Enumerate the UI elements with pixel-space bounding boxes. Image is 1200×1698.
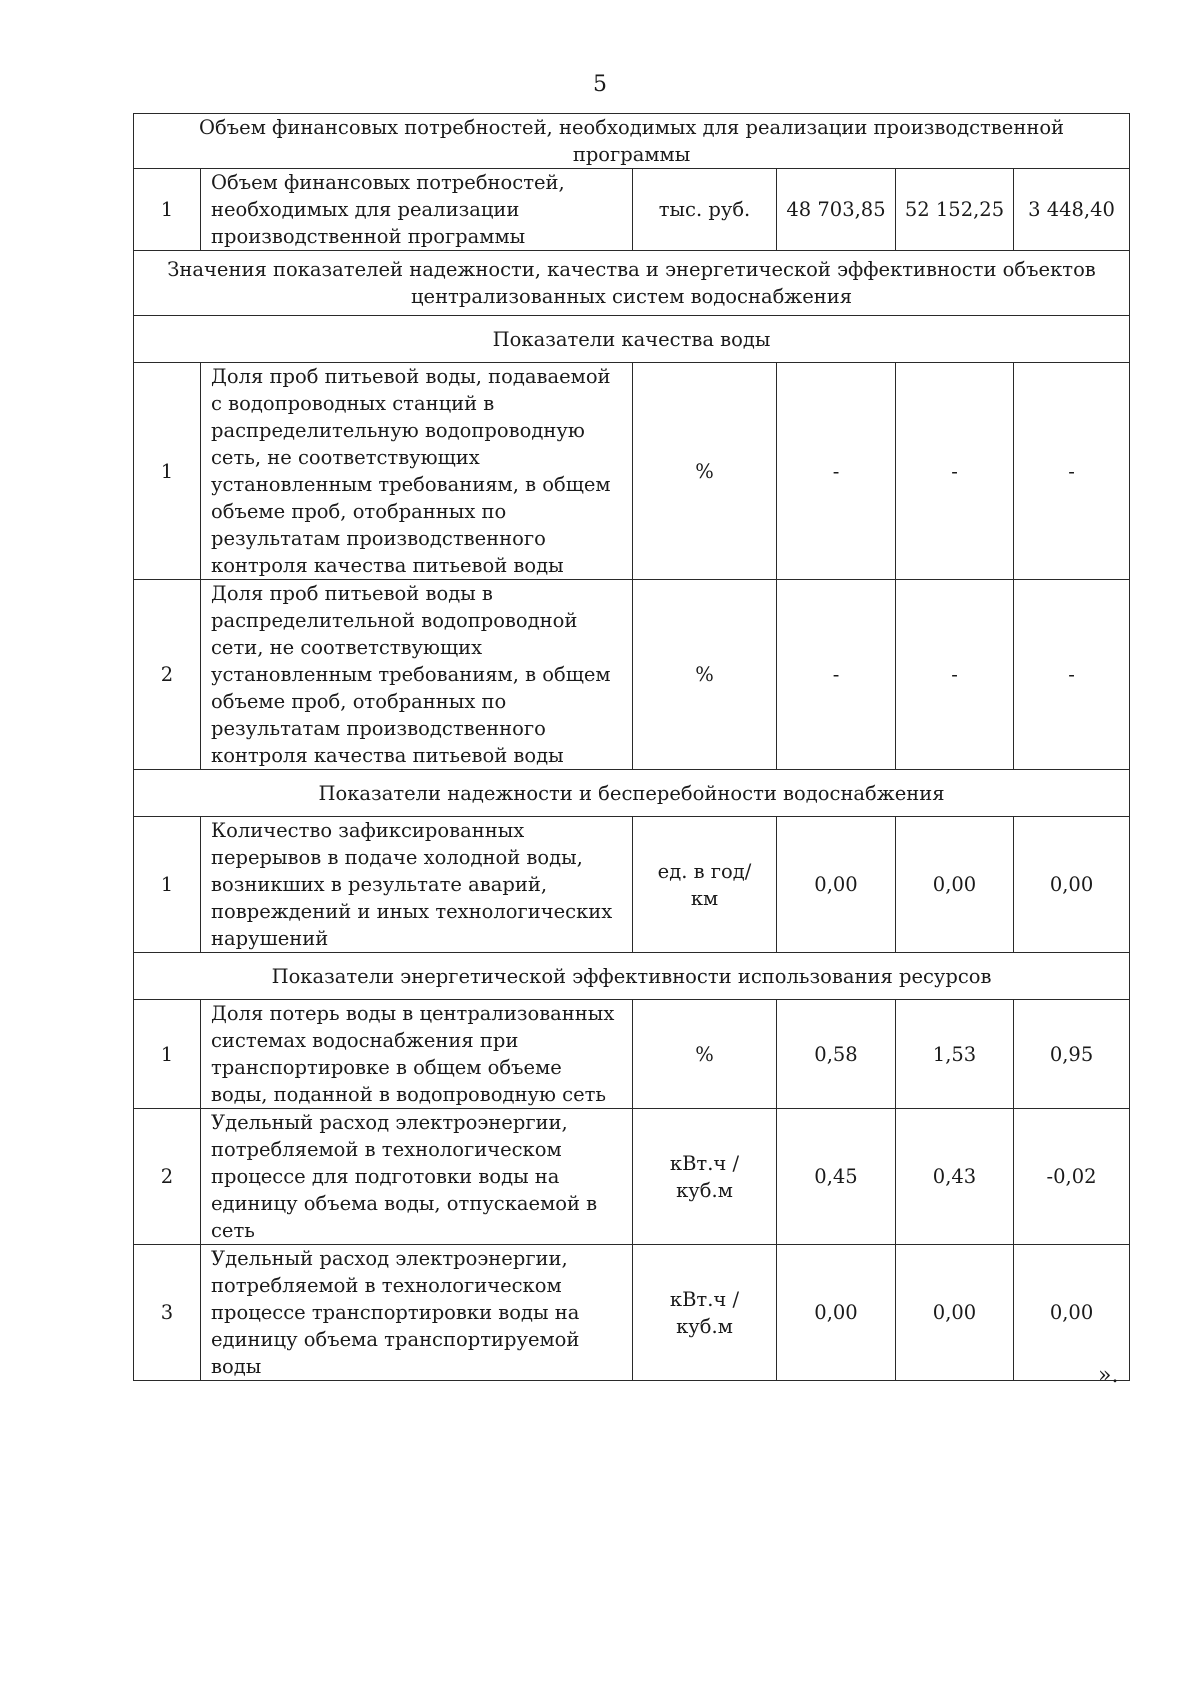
row-number: 2 <box>134 580 201 770</box>
section-title: Объем финансовых потребностей, необходимых для реализации производственной программы <box>134 114 1130 169</box>
indicator-name: Объем финансовых потребностей, необходимых для реализации производственной программы <box>201 169 633 251</box>
unit-cell: тыс. руб. <box>633 169 777 251</box>
closing-quote-mark: ». <box>1098 1363 1119 1388</box>
unit-cell: % <box>633 580 777 770</box>
value-cell-3: 0,95 <box>1014 1000 1130 1109</box>
indicator-name: Доля проб питьевой воды, подаваемой с водопроводных станций в распределительную водопроводную сеть, не соответствующих установленным требованиям, в общем объеме проб, отобранных по результатам производственного контроля качества питьевой воды <box>201 363 633 580</box>
indicators-table <box>133 113 1130 1381</box>
unit-cell: кВт.ч / куб.м <box>633 1245 777 1381</box>
section-title: Показатели качества воды <box>134 316 1130 363</box>
row-number: 1 <box>134 1000 201 1109</box>
row-number: 1 <box>134 817 201 953</box>
unit-cell: % <box>633 363 777 580</box>
section-title: Показатели надежности и бесперебойности водоснабжения <box>134 770 1130 817</box>
value-cell-3: 3 448,40 <box>1014 169 1130 251</box>
value-cell-3: 0,00 <box>1014 1245 1130 1381</box>
unit-cell: ед. в год/ км <box>633 817 777 953</box>
value-cell-2: 0,00 <box>896 817 1014 953</box>
section-header-indicators <box>134 251 1130 316</box>
section-header-financial <box>134 114 1130 169</box>
indicator-name: Доля проб питьевой воды в распределительной водопроводной сети, не соответствующих установленным требованиям, в общем объеме проб, отобранных по результатам производственного контроля качества питьевой воды <box>201 580 633 770</box>
section-header-reliability <box>134 770 1130 817</box>
table-row <box>134 363 1130 580</box>
value-cell-1: - <box>777 580 896 770</box>
table-row <box>134 1000 1130 1109</box>
section-header-water-quality <box>134 316 1130 363</box>
indicator-name: Доля потерь воды в централизованных системах водоснабжения при транспортировке в общем объеме воды, поданной в водопроводную сеть <box>201 1000 633 1109</box>
unit-cell: % <box>633 1000 777 1109</box>
value-cell-2: - <box>896 363 1014 580</box>
table-row <box>134 169 1130 251</box>
table-row <box>134 1245 1130 1381</box>
table-row <box>134 817 1130 953</box>
value-cell-1: 0,58 <box>777 1000 896 1109</box>
value-cell-1: 0,45 <box>777 1109 896 1245</box>
section-header-energy <box>134 953 1130 1000</box>
value-cell-2: 52 152,25 <box>896 169 1014 251</box>
unit-cell: кВт.ч / куб.м <box>633 1109 777 1245</box>
value-cell-1: 0,00 <box>777 817 896 953</box>
value-cell-2: 1,53 <box>896 1000 1014 1109</box>
value-cell-1: 48 703,85 <box>777 169 896 251</box>
value-cell-3: 0,00 <box>1014 817 1130 953</box>
row-number: 2 <box>134 1109 201 1245</box>
row-number: 1 <box>134 169 201 251</box>
section-title: Показатели энергетической эффективности использования ресурсов <box>134 953 1130 1000</box>
value-cell-3: - <box>1014 363 1130 580</box>
value-cell-1: 0,00 <box>777 1245 896 1381</box>
row-number: 1 <box>134 363 201 580</box>
page-number: 5 <box>593 72 607 97</box>
table-row <box>134 1109 1130 1245</box>
indicator-name: Удельный расход электроэнергии, потребляемой в технологическом процессе для подготовки воды на единицу объема воды, отпускаемой в сеть <box>201 1109 633 1245</box>
table-row <box>134 580 1130 770</box>
row-number: 3 <box>134 1245 201 1381</box>
section-title: Значения показателей надежности, качества и энергетической эффективности объектов централизованных систем водоснабжения <box>134 251 1130 316</box>
value-cell-3: -0,02 <box>1014 1109 1130 1245</box>
value-cell-3: - <box>1014 580 1130 770</box>
value-cell-2: - <box>896 580 1014 770</box>
indicator-name: Удельный расход электроэнергии, потребляемой в технологическом процессе транспортировки воды на единицу объема транспортируемой воды <box>201 1245 633 1381</box>
value-cell-1: - <box>777 363 896 580</box>
indicator-name: Количество зафиксированных перерывов в подаче холодной воды, возникших в результате аварий, повреждений и иных технологических нарушений <box>201 817 633 953</box>
value-cell-2: 0,00 <box>896 1245 1014 1381</box>
value-cell-2: 0,43 <box>896 1109 1014 1245</box>
